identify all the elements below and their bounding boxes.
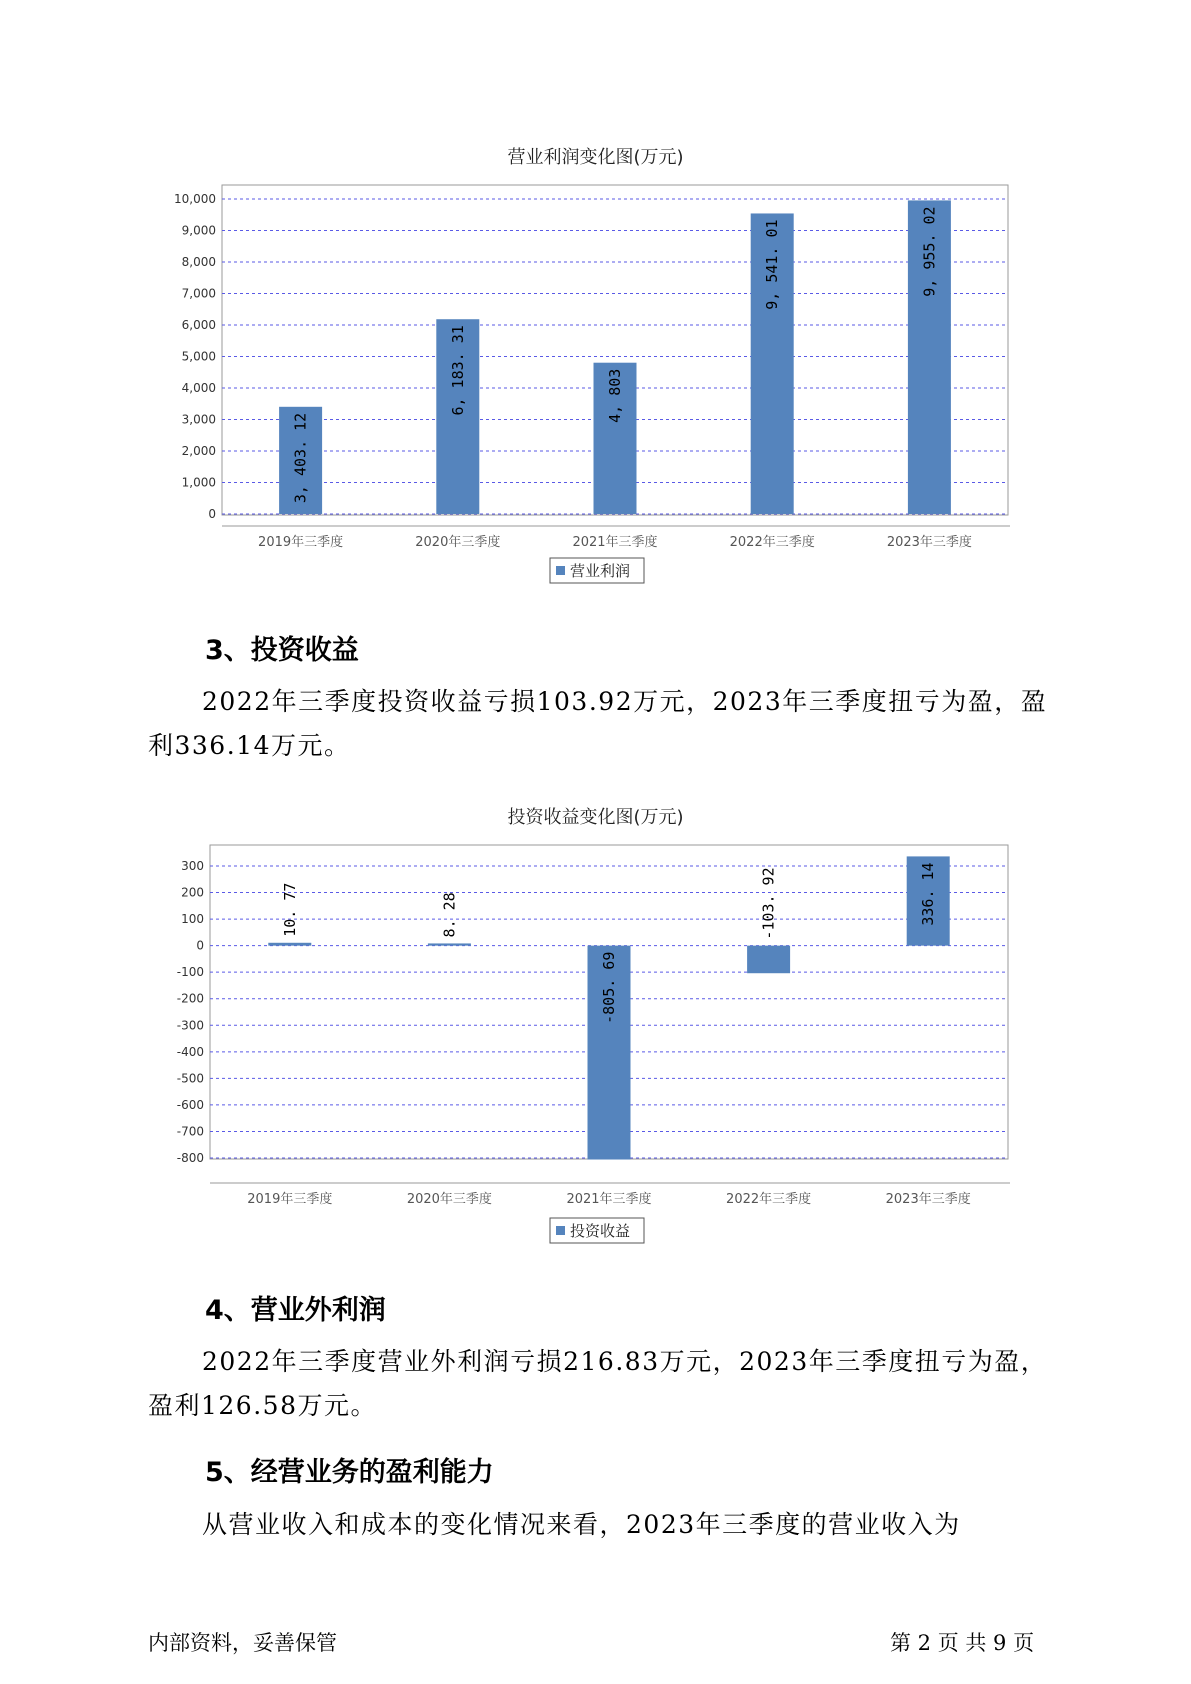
y-tick-label: -400: [176, 1044, 204, 1059]
legend: [550, 1218, 644, 1243]
y-tick-label: 0: [208, 507, 216, 521]
data-label: 3, 403. 12: [291, 412, 310, 504]
y-tick-label: 7,000: [181, 286, 216, 301]
data-label: -103. 92: [759, 867, 778, 940]
y-tick-label: 100: [181, 912, 204, 927]
data-label: 10. 77: [280, 882, 299, 937]
page-number: 第 2 页 共 9 页: [890, 1631, 1035, 1655]
data-label: 336. 14: [919, 862, 938, 926]
bar: [747, 946, 790, 974]
y-tick-label: -100: [176, 965, 204, 980]
y-tick-label: 5,000: [181, 349, 216, 364]
x-tick-label: 2020年三季度: [415, 535, 501, 550]
y-tick-label: -500: [176, 1071, 204, 1086]
y-tick-label: 1,000: [181, 475, 216, 490]
legend-swatch: [556, 1226, 565, 1235]
y-tick-label: 8,000: [181, 255, 216, 269]
section5-paragraph: 从营业收入和成本的变化情况来看，2023年三季度的营业收入为: [202, 1510, 961, 1539]
section4-heading: 4、营业外利润: [205, 1295, 386, 1326]
x-tick-label: 2023年三季度: [885, 1192, 971, 1207]
x-tick-label: 2019年三季度: [258, 535, 344, 550]
data-label: -805. 69: [600, 951, 618, 1024]
section4-paragraph: 2022年三季度营业外利润亏损216.83万元，2023年三季度扭亏为盈，盈利126.58万元。: [148, 1347, 1048, 1420]
data-label: 9, 541. 01: [763, 219, 782, 310]
y-tick-label: -200: [176, 991, 204, 1006]
section3-paragraph: 2022年三季度投资收益亏损103.92万元，2023年三季度扭亏为盈，盈利336.14万元。: [148, 687, 1048, 760]
y-tick-label: 0: [196, 938, 204, 953]
bar: [268, 943, 311, 946]
footer-left: 内部资料，妥善保管: [148, 1631, 337, 1655]
bar: [428, 943, 471, 945]
y-tick-label: 10,000: [174, 192, 216, 206]
y-tick-label: 200: [181, 885, 204, 900]
y-tick-label: 2,000: [181, 444, 216, 458]
y-tick-label: -700: [176, 1124, 204, 1139]
x-tick-label: 2019年三季度: [247, 1192, 333, 1207]
y-tick-label: -800: [176, 1151, 204, 1165]
y-tick-label: 300: [181, 859, 204, 873]
x-tick-label: 2022年三季度: [729, 535, 815, 550]
legend-label: 营业利润: [570, 562, 631, 580]
y-tick-label: 4,000: [181, 381, 216, 395]
y-tick-label: 3,000: [181, 412, 216, 427]
x-tick-label: 2021年三季度: [572, 535, 658, 550]
data-label: 9, 955. 02: [920, 206, 939, 297]
data-label: 6, 183. 31: [448, 325, 467, 416]
y-tick-label: -600: [176, 1097, 204, 1112]
section3-heading: 3、投资收益: [205, 635, 359, 666]
x-tick-label: 2020年三季度: [406, 1192, 492, 1207]
data-label: 8. 28: [440, 892, 459, 938]
y-tick-label: 9,000: [181, 223, 216, 238]
section5-heading: 5、经营业务的盈利能力: [205, 1457, 494, 1488]
x-tick-label: 2022年三季度: [726, 1192, 812, 1207]
data-label: 4, 803: [606, 368, 624, 423]
chart2-title: 投资收益变化图(万元): [507, 807, 684, 828]
y-tick-label: 6,000: [181, 318, 216, 332]
y-tick-label: -300: [176, 1018, 204, 1033]
x-tick-label: 2023年三季度: [886, 535, 972, 550]
chart1-title: 营业利润变化图(万元): [507, 147, 684, 168]
x-tick-label: 2021年三季度: [566, 1192, 652, 1207]
legend-label: 投资收益: [570, 1222, 631, 1240]
